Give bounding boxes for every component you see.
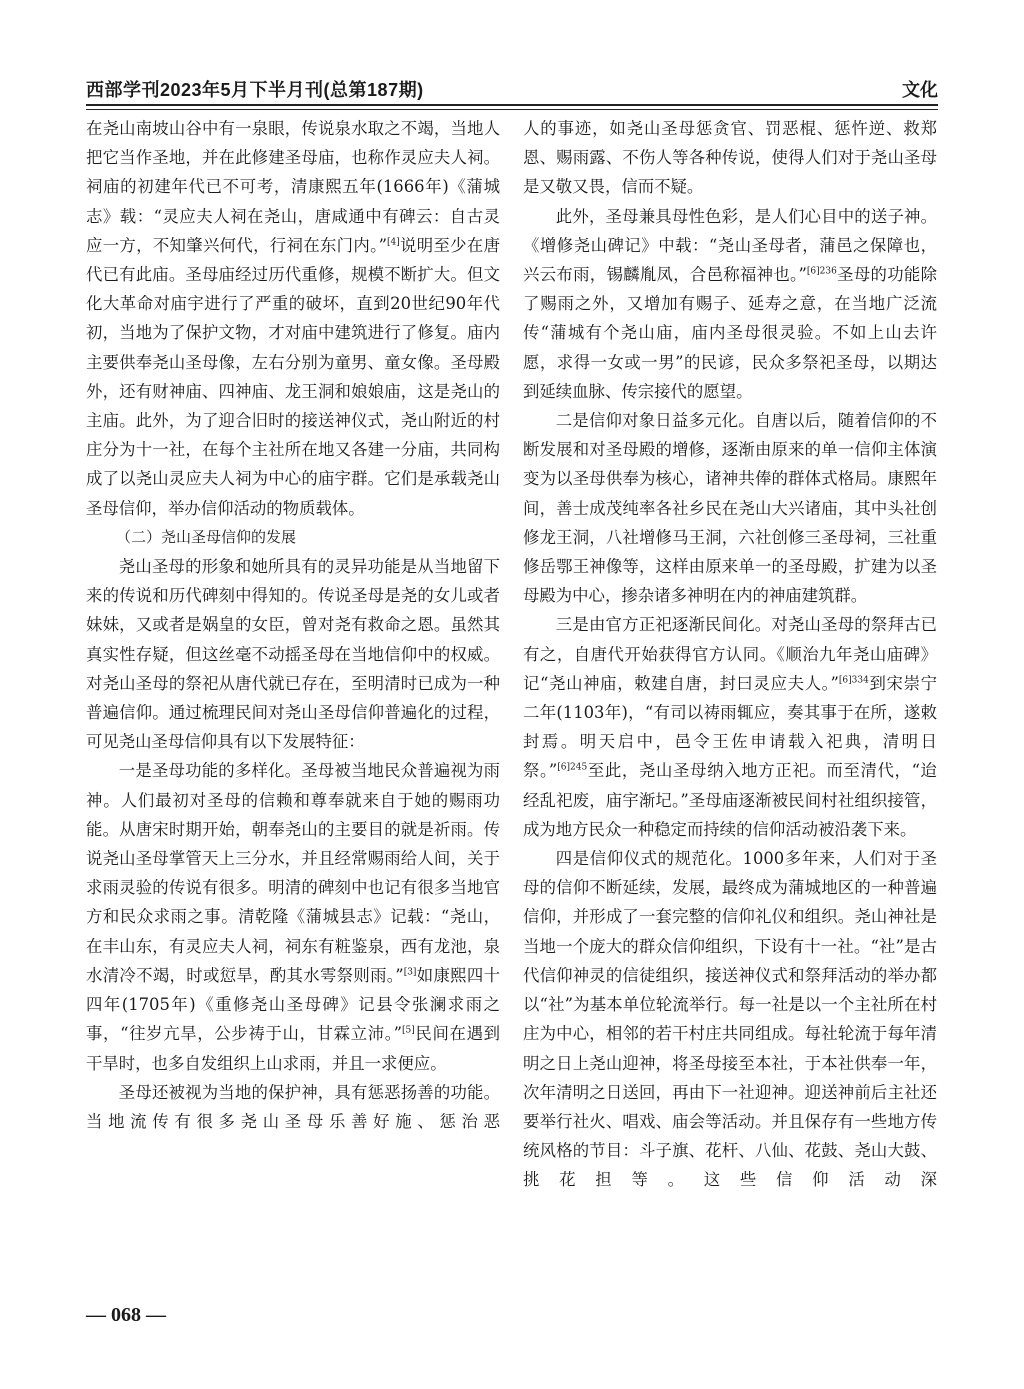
paragraph: 一是圣母功能的多样化。圣母被当地民众普遍视为雨神。人们最初对圣母的信赖和尊奉就来自于她的赐雨功能。从唐宋时期开始，朝奉尧山的主要目的就是祈雨。传说尧山圣母掌管天上三分水，并且经常赐雨给人间，关于求雨灵验的传说有很多。明清的碑刻中也记有很多当地官方和民众求雨之事。清乾隆《蒲城县志》记载：“尧山，在丰山东，有灵应夫人祠，祠东有粧鉴泉，西有龙池，泉水清冷不竭，时或愆旱，酌其水雩祭则雨。”[3]如康熙四十四年(1705年)《重修尧山圣母碑》记县令张澜求雨之事，“往岁亢旱，公步祷于山，甘霖立沛。”[5]民间在遇到干旱时，也多自发组织上山求雨，并且一求便应。 (86, 761, 500, 1073)
citation: [5] (402, 1025, 415, 1036)
paragraph: 尧山圣母的形象和她所具有的灵异功能是从当地留下来的传说和历代碑刻中得知的。传说圣母是尧的女儿或者妹妹，又或者是娲皇的女臣，曾对尧有救命之恩。虽然其真实性存疑，但这丝毫不动摇圣母在当地信仰中的权威。对尧山圣母的祭祀从唐代就已存在，至明清时已成为一种普遍信仰。通过梳理民间对尧山圣母信仰普遍化的过程，可见尧山圣母信仰具有以下发展特征： (86, 557, 500, 752)
header-rule-thin (86, 109, 938, 110)
paragraph: 二是信仰对象日益多元化。自唐以后，随着信仰的不断发展和对圣母殿的增修，逐渐由原来的单一信仰主体演变为以圣母供奉为核心，诸神共俸的群体式格局。康熙年间，善士成茂纯率各社乡民在尧山大兴诸庙，其中头社创修龙王洞，八社增修马王洞，六社创修三圣母祠，三社重修岳鄂王神像等，这样由原来单一的圣母殿，扩建为以圣母殿为中心，掺杂诸多神明在内的神庙建筑群。 (523, 411, 937, 606)
paragraph: 在尧山南坡山谷中有一泉眼，传说泉水取之不竭，当地人把它当作圣地，并在此修建圣母庙，也称作灵应夫人祠。祠庙的初建年代已不可考，清康熙五年(1666年)《蒲城志》载：“灵应夫人祠在尧山，唐咸通中有碑云：自古灵应一方，不知肇兴何代，行祠在东门内。”[4]说明至少在唐代已有此庙。圣母庙经过历代重修，规模不断扩大。但文化大革命对庙宇进行了严重的破坏，直到20世纪90年代初，当地为了保护文物，才对庙中建筑进行了修复。庙内主要供奉尧山圣母像，左右分别为童男、童女像。圣母殿外，还有财神庙、四神庙、龙王洞和娘娘庙，这是尧山的主庙。此外，为了迎合旧时的接送神仪式，尧山附近的村庄分为十一社，在每个主社所在地又各建一分庙，共同构成了以尧山灵应夫人祠为中心的庙宇群。它们是承载尧山圣母信仰，举办信仰活动的物质载体。 (86, 119, 500, 518)
right-column (523, 114, 937, 1334)
paragraph: 此外，圣母兼具母性色彩，是人们心目中的送子神。《增修尧山碑记》中载：“尧山圣母者，蒲邑之保障也，兴云布雨，锡麟胤凤，合邑称福神也。”$^{[6]236}$圣母的功能除了赐雨之外，又增加有赐子、延寿之意，在当地广泛流传“蒲城有个尧山庙，庙内圣母很灵验。不如上山去许愿，求得一女或一男”的民谚，民众多祭祀圣母，以期达到延续血脉、传宗接代的愿望。 (523, 206, 937, 401)
section-name: 文化 (902, 80, 938, 100)
citation: [4] (386, 237, 400, 248)
paragraph: 四是信仰仪式的规范化。1000多年来，人们对于圣母的信仰不断延续，发展，最终成为蒲城地区的一种普遍信仰，并形成了一套完整的信仰礼仪和组织。尧山神社是当地一个庞大的群众信仰组织，下设有十一社。“社”是古代信仰神灵的信徒组织，接送神仪式和祭拜活动的举办都以“社”为基本单位轮流举行。每一社是以一个主社所在村庄为中心，相邻的若干村庄共同组成。每社轮流于每年清明之日上尧山迎神，将圣母接至本社，于本社供奉一年，次年清明之日送回，再由下一社迎神。迎送神前后主社还要举行社火、唱戏、庙会等活动。并且保存有一些地方传统风格的节目：斗子旗、花杆、八仙、花鼓、尧山大鼓、挑花担等。这些信仰活动深 (523, 849, 937, 1190)
paragraph: 圣母还被视为当地的保护神，具有惩恶扬善的功能。当地流传有很多尧山圣母乐善好施、惩治恶 (86, 1082, 500, 1131)
paragraph: 人的事迹，如尧山圣母惩贪官、罚恶棍、惩忤逆、救郑恩、赐雨露、不伤人等各种传说，使得人们对于尧山圣母是又敬又畏，信而不疑。 (523, 119, 937, 197)
citation: [3] (403, 967, 417, 978)
page-number: — 068 — (86, 1304, 166, 1326)
paragraph: 三是由官方正祀逐渐民间化。对尧山圣母的祭拜古已有之，自唐代开始获得官方认同。《顺治九年尧山庙碑》记“尧山神庙，敕建自唐，封曰灵应夫人。”$^{[6]334}$到宋崇宁二年(1103年)，“有司以祷雨辄应，奏其事于在所，遂敕封焉。明天启中，邑令王佐申请载入祀典，清明日祭。”$^{[6]245}$至此，尧山圣母纳入地方正祀。而至清代，“迨经乱祀废，庙宇渐圮。”圣母庙逐渐被民间村社组织接管，成为地方民众一种稳定而持续的信仰活动被沿袭下来。 (523, 615, 937, 839)
issue-info: 2023年5月下半月刊(总第187期) (160, 80, 424, 100)
journal-issue (86, 76, 424, 102)
left-column (86, 114, 500, 1334)
citation: [6]236 (806, 266, 837, 277)
citation: [6]245 (557, 763, 588, 773)
page-header (86, 72, 938, 104)
section-subheading: （二）尧山圣母信仰的发展 (116, 527, 297, 546)
citation: [6]334 (838, 675, 869, 686)
journal-name: 西部学刊 (86, 80, 160, 100)
header-rule-thick (86, 104, 938, 106)
